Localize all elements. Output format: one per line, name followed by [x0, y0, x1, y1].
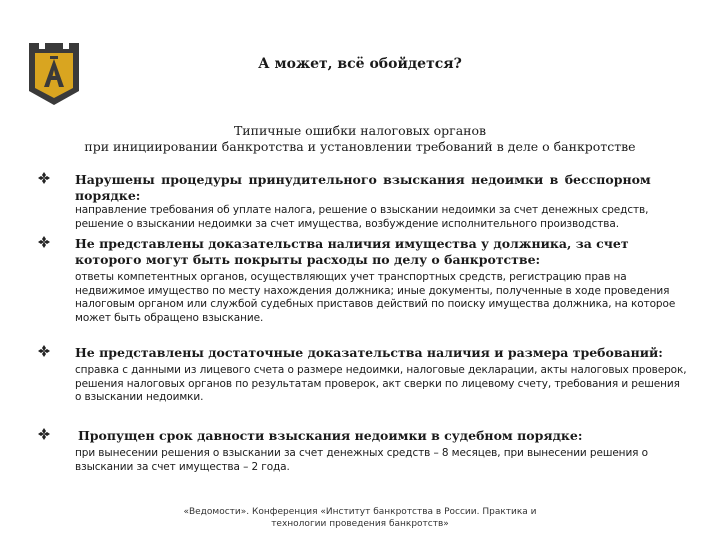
item-heading: Не представлены достаточные доказательства наличия и размера требований: [75, 345, 663, 360]
item-body: при вынесении решения о взыскании за счет денежных средств – 8 месяцев, при вынесении решения о взыскании за счет имущества – 2 года. [75, 447, 648, 473]
subtitle-line-1: Типичные ошибки налоговых органов [233, 123, 487, 138]
list-item [38, 345, 688, 405]
castle-tower-logo [29, 43, 79, 105]
item-body: направление требования об уплате налога, решение о взыскании недоимки за счет денежных средств, решение о взыскании недоимки за счет имущества, возбуждение исполнительного производства. [75, 204, 649, 230]
subtitle-line-2: при инициировании банкротства и установлении требований в деле о банкротстве [84, 139, 636, 154]
item-heading: Пропущен срок давности взыскания недоимки в судебном порядке: [78, 428, 583, 443]
footer-line-1: «Ведомости». Конференция «Институт банкротства в России. Практика и [183, 507, 537, 517]
list-item [38, 172, 688, 231]
slide-footer [160, 506, 560, 530]
list-item [38, 236, 688, 325]
four-diamond-bullet-icon [38, 428, 50, 440]
item-body: ответы компетентных органов, осуществляющих учет транспортных средств, регистрацию прав на недвижимое имущество по месту нахождения должника; иные документы, полученные в ходе проведения налоговым органом или службой судебных приставов действий по поиску имущества должника, на которое может быть обращено взыскание. [75, 271, 676, 324]
four-diamond-bullet-icon [38, 345, 50, 357]
item-body: справка с данными из лицевого счета о размере недоимки, налоговые декларации, акты налоговых проверок, решения налоговых органов по результатам проверок, акт сверки по лицевому счету, требования и решения о взыскании недоимки. [75, 364, 687, 403]
list-item [38, 428, 688, 474]
item-heading: Нарушены процедуры принудительного взыскания недоимки в бесспорном порядке: [75, 172, 651, 203]
four-diamond-bullet-icon [38, 236, 50, 248]
four-diamond-bullet-icon [38, 172, 50, 184]
item-heading: Не представлены доказательства наличия имущества у должника, за счет которого могут быть покрыты расходы по делу о банкротстве: [75, 236, 629, 267]
footer-line-2: технологии проведения банкротств» [271, 519, 449, 529]
slide-title: А может, всё обойдется? [258, 56, 462, 72]
slide-subtitle [60, 123, 660, 155]
